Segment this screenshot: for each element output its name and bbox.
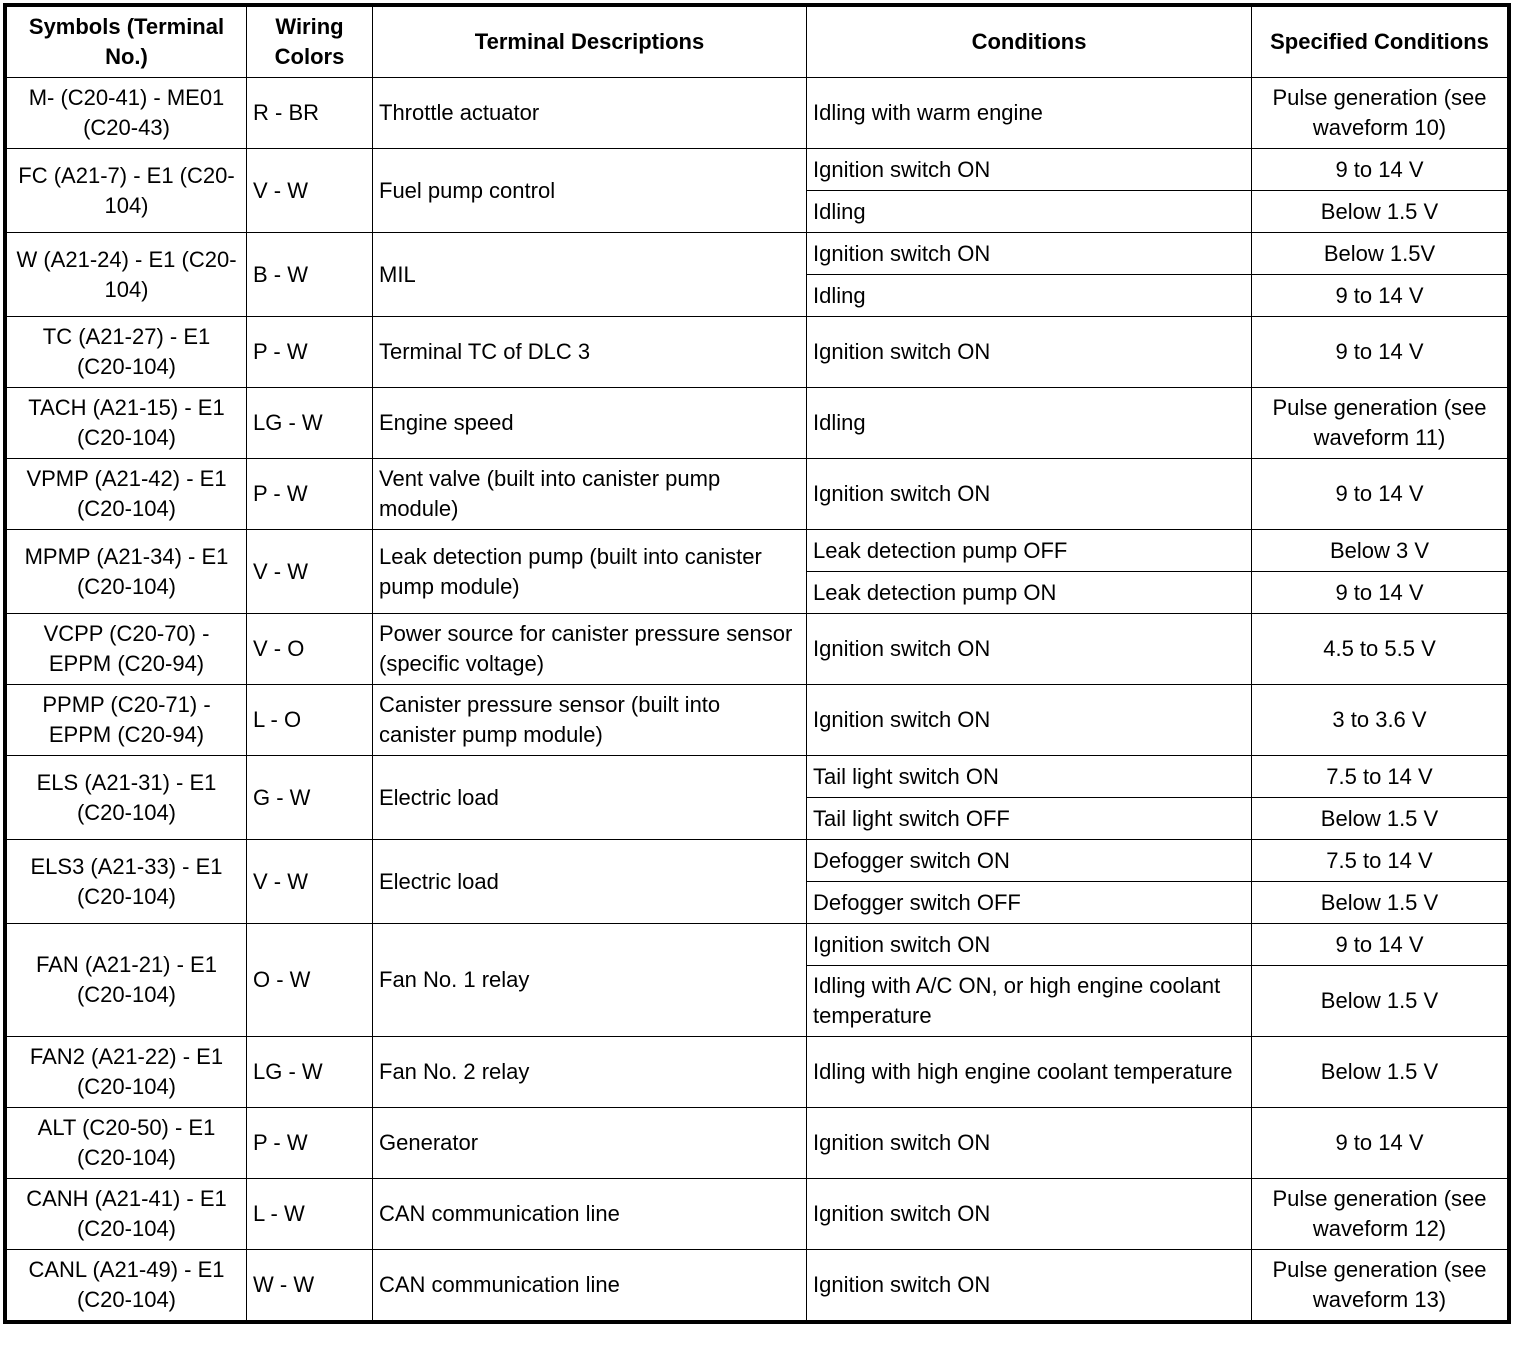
wiring-color-cell: P - W	[247, 317, 373, 388]
terminal-description-cell: Fan No. 1 relay	[373, 924, 807, 1037]
specified-condition-cell: Below 1.5V	[1252, 233, 1508, 275]
specified-condition-cell: 9 to 14 V	[1252, 1108, 1508, 1179]
terminal-symbol-cell: FC (A21-7) - E1 (C20-104)	[7, 149, 247, 233]
table-row	[7, 388, 1508, 459]
wiring-color-cell: L - O	[247, 685, 373, 756]
condition-cell: Leak detection pump ON	[807, 572, 1252, 614]
table-row	[7, 685, 1508, 756]
terminal-description-cell: Electric load	[373, 756, 807, 840]
terminal-description-cell: Vent valve (built into canister pump module)	[373, 459, 807, 530]
terminal-symbol-cell: VCPP (C20-70) - EPPM (C20-94)	[7, 614, 247, 685]
condition-cell: Tail light switch OFF	[807, 798, 1252, 840]
table-row	[7, 840, 1508, 882]
wiring-color-cell: P - W	[247, 1108, 373, 1179]
terminal-symbol-cell: FAN (A21-21) - E1 (C20-104)	[7, 924, 247, 1037]
header-terminal-descriptions: Terminal Descriptions	[373, 7, 807, 78]
wiring-color-cell: P - W	[247, 459, 373, 530]
terminal-symbol-cell: TC (A21-27) - E1 (C20-104)	[7, 317, 247, 388]
condition-cell: Leak detection pump OFF	[807, 530, 1252, 572]
terminal-symbol-cell: ALT (C20-50) - E1 (C20-104)	[7, 1108, 247, 1179]
table-row	[7, 530, 1508, 572]
header-conditions: Conditions	[807, 7, 1252, 78]
wiring-color-cell: LG - W	[247, 388, 373, 459]
terminal-description-cell: Power source for canister pressure sensor (specific voltage)	[373, 614, 807, 685]
table-row	[7, 1037, 1508, 1108]
wiring-color-cell: O - W	[247, 924, 373, 1037]
specified-condition-cell: Pulse generation (see waveform 13)	[1252, 1250, 1508, 1321]
condition-cell: Ignition switch ON	[807, 1108, 1252, 1179]
specified-condition-cell: Pulse generation (see waveform 10)	[1252, 78, 1508, 149]
specified-condition-cell: 7.5 to 14 V	[1252, 840, 1508, 882]
specified-condition-cell: 9 to 14 V	[1252, 924, 1508, 966]
table-row	[7, 149, 1508, 191]
terminal-symbol-cell: CANH (A21-41) - E1 (C20-104)	[7, 1179, 247, 1250]
terminal-symbol-cell: CANL (A21-49) - E1 (C20-104)	[7, 1250, 247, 1321]
terminal-symbol-cell: PPMP (C20-71) - EPPM (C20-94)	[7, 685, 247, 756]
specified-condition-cell: 3 to 3.6 V	[1252, 685, 1508, 756]
specified-condition-cell: Pulse generation (see waveform 12)	[1252, 1179, 1508, 1250]
terminal-description-cell: CAN communication line	[373, 1179, 807, 1250]
terminal-description-cell: Terminal TC of DLC 3	[373, 317, 807, 388]
table-row	[7, 1108, 1508, 1179]
specified-condition-cell: 7.5 to 14 V	[1252, 756, 1508, 798]
wiring-color-cell: V - W	[247, 840, 373, 924]
condition-cell: Idling with warm engine	[807, 78, 1252, 149]
condition-cell: Idling	[807, 388, 1252, 459]
terminal-description-cell: Throttle actuator	[373, 78, 807, 149]
condition-cell: Ignition switch ON	[807, 317, 1252, 388]
specified-condition-cell: 9 to 14 V	[1252, 459, 1508, 530]
terminal-description-cell: Fuel pump control	[373, 149, 807, 233]
terminal-symbol-cell: ELS (A21-31) - E1 (C20-104)	[7, 756, 247, 840]
specified-condition-cell: 4.5 to 5.5 V	[1252, 614, 1508, 685]
condition-cell: Defogger switch OFF	[807, 882, 1252, 924]
header-symbols: Symbols (Terminal No.)	[7, 7, 247, 78]
terminal-symbol-cell: W (A21-24) - E1 (C20-104)	[7, 233, 247, 317]
table-body	[7, 78, 1508, 1321]
wiring-color-cell: W - W	[247, 1250, 373, 1321]
terminal-description-cell: Electric load	[373, 840, 807, 924]
specified-condition-cell: Below 1.5 V	[1252, 798, 1508, 840]
condition-cell: Ignition switch ON	[807, 233, 1252, 275]
terminal-description-cell: Leak detection pump (built into canister pump module)	[373, 530, 807, 614]
condition-cell: Tail light switch ON	[807, 756, 1252, 798]
specified-condition-cell: Below 3 V	[1252, 530, 1508, 572]
terminal-description-cell: Engine speed	[373, 388, 807, 459]
table-row	[7, 924, 1508, 966]
terminal-spec-table-wrapper	[6, 6, 1507, 1321]
wiring-color-cell: LG - W	[247, 1037, 373, 1108]
header-specified-conditions: Specified Conditions	[1252, 7, 1508, 78]
wiring-color-cell: R - BR	[247, 78, 373, 149]
condition-cell: Ignition switch ON	[807, 149, 1252, 191]
terminal-description-cell: Canister pressure sensor (built into canister pump module)	[373, 685, 807, 756]
condition-cell: Ignition switch ON	[807, 1179, 1252, 1250]
wiring-color-cell: L - W	[247, 1179, 373, 1250]
terminal-description-cell: Generator	[373, 1108, 807, 1179]
condition-cell: Idling	[807, 275, 1252, 317]
specified-condition-cell: Pulse generation (see waveform 11)	[1252, 388, 1508, 459]
specified-condition-cell: Below 1.5 V	[1252, 1037, 1508, 1108]
specified-condition-cell: 9 to 14 V	[1252, 317, 1508, 388]
header-row	[7, 7, 1508, 78]
condition-cell: Defogger switch ON	[807, 840, 1252, 882]
terminal-symbol-cell: TACH (A21-15) - E1 (C20-104)	[7, 388, 247, 459]
wiring-color-cell: V - W	[247, 530, 373, 614]
condition-cell: Idling with A/C ON, or high engine coolant temperature	[807, 966, 1252, 1037]
wiring-color-cell: V - O	[247, 614, 373, 685]
wiring-color-cell: B - W	[247, 233, 373, 317]
terminal-description-cell: MIL	[373, 233, 807, 317]
table-row	[7, 459, 1508, 530]
table-row	[7, 1179, 1508, 1250]
table-row	[7, 1250, 1508, 1321]
terminal-symbol-cell: MPMP (A21-34) - E1 (C20-104)	[7, 530, 247, 614]
table-row	[7, 233, 1508, 275]
specified-condition-cell: 9 to 14 V	[1252, 572, 1508, 614]
condition-cell: Idling with high engine coolant temperature	[807, 1037, 1252, 1108]
table-row	[7, 614, 1508, 685]
condition-cell: Ignition switch ON	[807, 1250, 1252, 1321]
specified-condition-cell: 9 to 14 V	[1252, 275, 1508, 317]
header-wiring-colors: Wiring Colors	[247, 7, 373, 78]
specified-condition-cell: Below 1.5 V	[1252, 882, 1508, 924]
table-row	[7, 756, 1508, 798]
condition-cell: Ignition switch ON	[807, 614, 1252, 685]
condition-cell: Ignition switch ON	[807, 685, 1252, 756]
terminal-description-cell: CAN communication line	[373, 1250, 807, 1321]
terminal-symbol-cell: ELS3 (A21-33) - E1 (C20-104)	[7, 840, 247, 924]
table-row	[7, 317, 1508, 388]
terminal-description-cell: Fan No. 2 relay	[373, 1037, 807, 1108]
condition-cell: Ignition switch ON	[807, 459, 1252, 530]
terminal-symbol-cell: VPMP (A21-42) - E1 (C20-104)	[7, 459, 247, 530]
wiring-color-cell: V - W	[247, 149, 373, 233]
wiring-color-cell: G - W	[247, 756, 373, 840]
specified-condition-cell: 9 to 14 V	[1252, 149, 1508, 191]
condition-cell: Ignition switch ON	[807, 924, 1252, 966]
condition-cell: Idling	[807, 191, 1252, 233]
terminal-symbol-cell: FAN2 (A21-22) - E1 (C20-104)	[7, 1037, 247, 1108]
terminal-symbol-cell: M- (C20-41) - ME01 (C20-43)	[7, 78, 247, 149]
specified-condition-cell: Below 1.5 V	[1252, 191, 1508, 233]
terminal-spec-table	[6, 6, 1508, 1321]
specified-condition-cell: Below 1.5 V	[1252, 966, 1508, 1037]
table-row	[7, 78, 1508, 149]
